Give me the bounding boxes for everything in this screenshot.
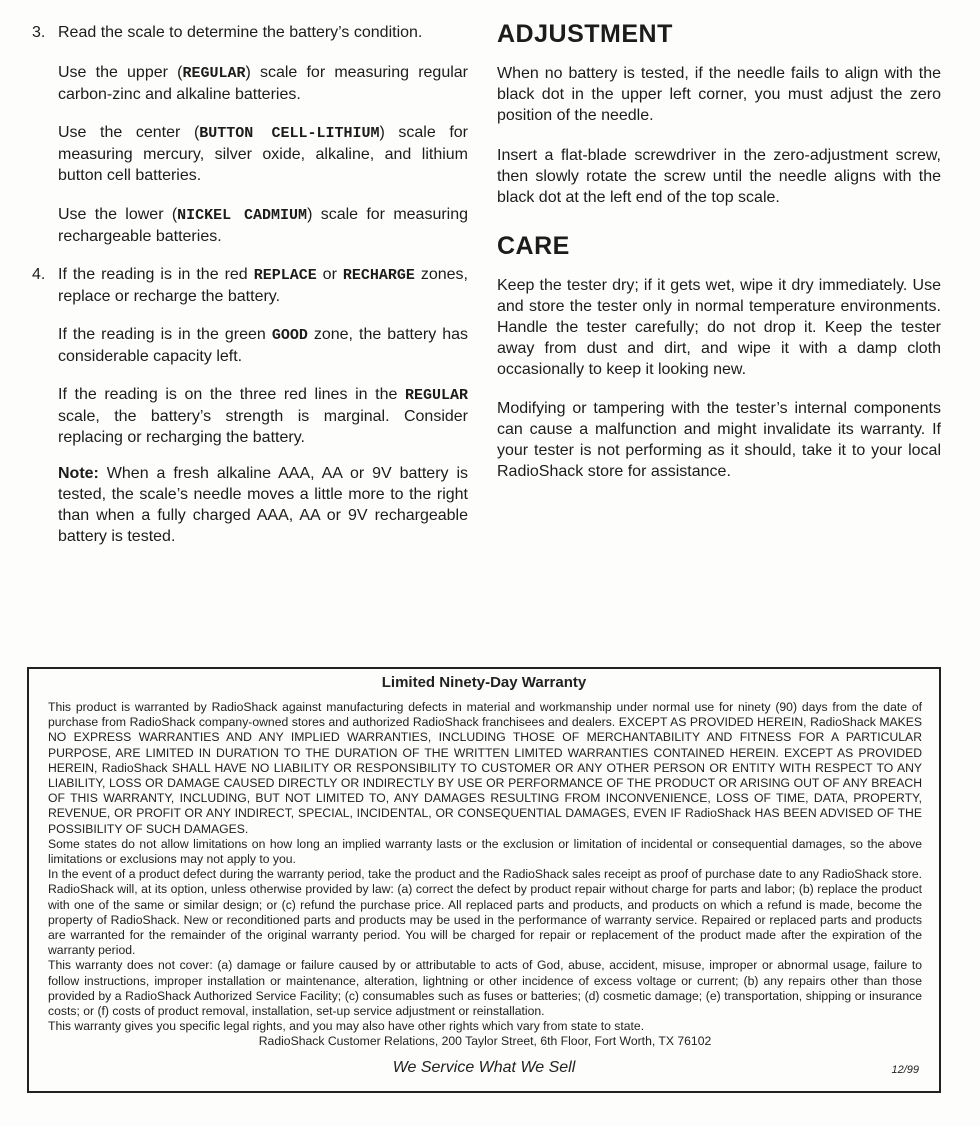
note-paragraph [58, 463, 468, 547]
warranty-paragraph-5: This warranty gives you specific legal rights, and you may also have other rights which vary from state to state. [48, 1019, 645, 1034]
scale-name: BUTTON CELL-LITHIUM [199, 125, 380, 142]
text: If the reading is in the red [58, 266, 254, 283]
customer-relations-address: RadioShack Customer Relations, 200 Taylor Street, 6th Floor, Fort Worth, TX 76102 [258, 1034, 712, 1049]
revision-date: 12/99 [891, 1064, 919, 1076]
upper-scale-paragraph [58, 62, 468, 105]
text: If the reading is on the three red lines in the [58, 386, 405, 403]
text: If the reading is in the green [58, 326, 272, 343]
text: When a fresh alkaline AAA, AA or 9V battery is tested, the scale’s needle moves a little more to the right than when a fully charged AAA, AA or 9V rechargeable battery is tested. [58, 465, 468, 545]
slogan: We Service What We Sell [392, 1059, 576, 1076]
text: ) scale for measuring regular carbon-zinc and alkaline batteries. [58, 64, 469, 103]
lower-scale-paragraph [58, 204, 468, 247]
text: zones, replace or recharge the battery. [58, 266, 469, 305]
center-scale-paragraph [58, 122, 468, 186]
text: or [316, 266, 343, 283]
zone-name: RECHARGE [342, 267, 415, 284]
text: Use the lower ( [58, 206, 178, 223]
step-3 [32, 22, 468, 43]
step-4-lead [58, 264, 468, 307]
adjustment-paragraph-2: Insert a flat-blade screwdriver in the zero-adjustment screw, then slowly rotate the screw until the needle aligns with the black dot at the left end of the top scale. [497, 147, 941, 206]
text: Use the upper ( [58, 64, 183, 81]
care-paragraph-1: Keep the tester dry; if it gets wet, wipe it dry immediately. Use and store the tester only in normal temperature environments. Handle the tester carefully; do not drop it. Keep the tester away from dust and dirt, and wipe it with a damp cloth occasionally to keep it looking new. [497, 277, 941, 378]
text: scale, the battery’s strength is marginal. Consider replacing or recharging the battery. [58, 408, 468, 446]
red-lines-paragraph [58, 384, 468, 448]
good-zone-paragraph [58, 324, 468, 367]
warranty-paragraph-2: Some states do not allow limitations on how long an implied warranty lasts or the exclusion or limitation of incidental or consequential damages, so the above limitations or exclusions may not apply to you. [48, 836, 922, 867]
text: ) scale for measuring rechargeable batteries. [58, 206, 469, 245]
care-heading: CARE [497, 232, 570, 260]
text: zone, the battery has considerable capacity left. [58, 326, 469, 365]
warranty-body [48, 700, 922, 1050]
adjustment-heading: ADJUSTMENT [497, 20, 673, 48]
step-number: 4. [32, 266, 46, 283]
adjustment-paragraph-1: When no battery is tested, if the needle fails to align with the black dot in the upper left corner, you must adjust the zero position of the needle. [497, 65, 941, 124]
text: Use the center ( [58, 124, 200, 141]
scale-name: REGULAR [404, 387, 468, 404]
warranty-paragraph-3: In the event of a product defect during the warranty period, take the product and the RadioShack sales receipt as proof of purchase date to any RadioShack store. RadioShack will, at its option, unless otherwise provided by law: (a) correct the defect by product repair without charge for parts and labor; (b) replace the product with one of the same or similar design; or (c) refund the purchase price. All replaced parts and products, and products on which a refund is made, become the property of RadioShack. New or reconditioned parts and products may be used in the performance of warranty service. Repaired or replaced parts and products are warranted for the remainder of the original warranty period. You will be charged for repair or replacement of the product made after the expiration of the warranty period. [48, 867, 922, 958]
zone-name: REPLACE [253, 267, 317, 284]
step-4 [32, 264, 468, 307]
warranty-paragraph-1: This product is warranted by RadioShack against manufacturing defects in material and workmanship under normal use for ninety (90) days from the date of purchase from RadioShack company-owned stores and authorized RadioShack franchisees and dealers. EXCEPT AS PROVIDED HEREIN, RadioShack MAKES NO EXPRESS WARRANTIES AND ANY IMPLIED WARRANTIES, INCLUDING THOSE OF MERCHANTABILITY AND FITNESS FOR A PARTICULAR PURPOSE, ARE LIMITED IN DURATION TO THE DURATION OF THE WRITTEN LIMITED WARRANTIES CONTAINED HEREIN. EXCEPT AS PROVIDED HEREIN, RadioShack SHALL HAVE NO LIABILITY OR RESPONSIBILITY TO CUSTOMER OR ANY OTHER PERSON OR ENTITY WITH RESPECT TO ANY LIABILITY, LOSS OR DAMAGE CAUSED DIRECTLY OR INDIRECTLY BY USE OR PERFORMANCE OF THE PRODUCT OR ARISING OUT OF ANY BREACH OF THIS WARRANTY, INCLUDING, BUT NOT LIMITED TO, ANY DAMAGES RESULTING FROM INCONVENIENCE, LOSS OF TIME, DATA, PROPERTY, REVENUE, OR PROFIT OR ANY INDIRECT, SPECIAL, INCIDENTAL, OR CONSEQUENTIAL DAMAGES, EVEN IF RadioShack HAS BEEN ADVISED OF THE POSSIBILITY OF SUCH DAMAGES. [48, 700, 922, 836]
note-label: Note: [58, 465, 99, 482]
warranty-title: Limited Ninety-Day Warranty [381, 674, 587, 691]
scale-name: NICKEL CADMIUM [177, 207, 308, 224]
step-number: 3. [32, 24, 46, 41]
scale-name: REGULAR [182, 65, 246, 82]
zone-name: GOOD [271, 327, 308, 344]
warranty-paragraph-4: This warranty does not cover: (a) damage or failure caused by or attributable to acts of God, abuse, accident, misuse, improper or abnormal usage, failure to follow instructions, improper installation or maintenance, alteration, lightning or other incidence of excess voltage or current; (b) any repairs other than those provided by a RadioShack Authorized Service Facility; (c) consumables such as fuses or batteries; (d) cosmetic damage; (e) transportation, shipping or insurance costs; or (f) costs of product removal, installation, set-up service adjustment or reinstallation. [48, 958, 922, 1019]
care-paragraph-2: Modifying or tampering with the tester’s internal components can cause a malfunction and might invalidate its warranty. If your tester is not performing as it should, take it to your local RadioShack store for assistance. [497, 400, 941, 480]
text: ) scale for measuring mercury, silver oxide, alkaline, and lithium button cell batteries. [58, 124, 469, 184]
step-3-lead: Read the scale to determine the battery’s condition. [58, 24, 423, 41]
warranty-box [27, 667, 941, 1093]
